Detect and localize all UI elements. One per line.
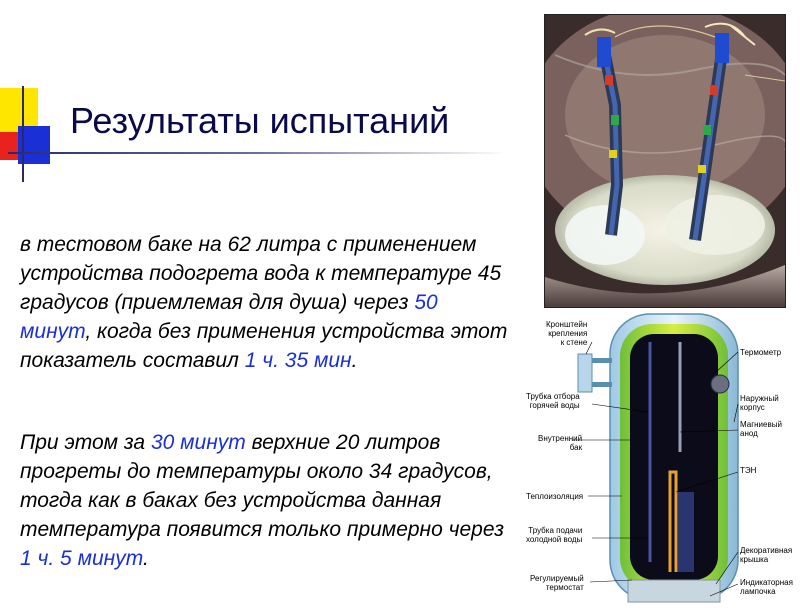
paragraph-2-text-3: . [142, 547, 149, 570]
label-hot-water-pipe: Трубка отбора горячей воды [526, 392, 580, 410]
paragraph-2-text-1: При этом за [20, 431, 151, 454]
label-thermometer: Термометр [740, 348, 782, 357]
paragraph-2 [20, 428, 510, 573]
thermometer-dial [711, 375, 729, 393]
decor-vertical-line [22, 86, 24, 182]
inner-tank [630, 334, 718, 580]
decorative-cover [628, 580, 720, 602]
label-decorative-cover: Декоративная крышка [740, 546, 793, 564]
label-wall-bracket: Кронштейн крепления к стене [546, 320, 588, 347]
label-thermostat: Регулируемый термостат [530, 574, 584, 592]
paragraph-1-text-3: . [351, 349, 358, 372]
paragraph-2-highlight-1: 30 минут [150, 431, 246, 454]
paragraph-1-highlight-2: 1 ч. 35 мин [244, 349, 352, 372]
paragraph-2-highlight-2: 1 ч. 5 минут [20, 547, 143, 570]
thermostat-tube [678, 492, 694, 572]
test-tank-photo-art [545, 15, 785, 307]
paragraph-1 [20, 230, 510, 375]
title-underline [8, 152, 508, 154]
water-heater-diagram-art [520, 312, 800, 612]
label-heater: ТЭН [740, 466, 757, 475]
label-insulation: Теплоизоляция [526, 492, 584, 501]
label-outer-case: Наружный корпус [740, 394, 779, 412]
decor-red-square [0, 132, 20, 160]
water-heater-diagram [520, 312, 800, 612]
label-inner-tank: Внутренний бак [538, 434, 583, 452]
paragraph-1-text-1: в тестовом баке на 62 литра с применением устройства подогрета вода к температуре 45 градусов (приемлемая для душа) через [20, 233, 502, 314]
label-cold-water-pipe: Трубка подачи холодной воды [526, 526, 583, 544]
test-tank-photo [544, 14, 786, 308]
label-indicator-lamp: Индикаторная лампочка [740, 578, 793, 596]
label-magnesium-anode: Магниевый анод [740, 420, 782, 438]
wall-bracket [578, 354, 592, 392]
paragraph-1-text-2: , когда без применения устройства этот показатель составил [20, 320, 508, 372]
paragraph-2-text-2: верхние 20 литров прогреты до температуры около 34 градусов, тогда как в баках без устройства данная температура появится только примерно через [20, 431, 505, 541]
slide-title: Результаты испытаний [70, 100, 450, 141]
paragraph-1-highlight-1: 50 минут [20, 291, 438, 343]
